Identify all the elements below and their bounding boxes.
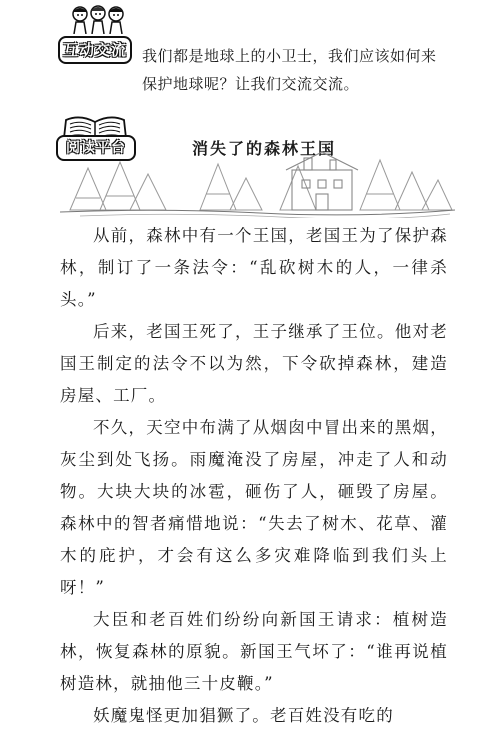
story-body: [60, 220, 448, 732]
reading-badge: 阅读平台: [56, 135, 136, 161]
children-illustration-icon: [68, 4, 128, 34]
story-paragraph: 大臣和老百姓们纷纷向新国王请求：植树造林，恢复森林的原貌。新国王气坏了：“谁再说植树造林，就抽他三十皮鞭。”: [60, 610, 448, 693]
story-paragraph: 从前，森林中有一个王国，老国王为了保护森林，制订了一条法令：“乱砍树木的人，一律杀头。”: [60, 226, 448, 309]
story-paragraph: 妖魔鬼怪更加猖獗了。老百姓没有吃的: [93, 706, 394, 725]
story-paragraph: 后来，老国王死了，王子继承了王位。他对老国王制定的法令不以为然，下令砍掉森林，建造房屋、工厂。: [60, 322, 448, 405]
story-paragraph: 不久，天空中布满了从烟囱中冒出来的黑烟，灰尘到处飞扬。雨魔淹没了房屋，冲走了人和动物。大块大块的冰雹，砸伤了人，砸毁了房屋。森林中的智者痛惜地说：“失去了树木、花草、灌木的庇护，才会有这么多灾难降临到我们头上呀！”: [60, 418, 448, 597]
forest-illustration-icon: [60, 150, 455, 218]
exchange-intro-text: 我们都是地球上的小卫士，我们应该如何来保护地球呢？让我们交流交流。: [142, 47, 437, 93]
story-title: 消失了的森林王国: [192, 139, 337, 158]
exchange-badge: 互动交流: [58, 36, 132, 64]
